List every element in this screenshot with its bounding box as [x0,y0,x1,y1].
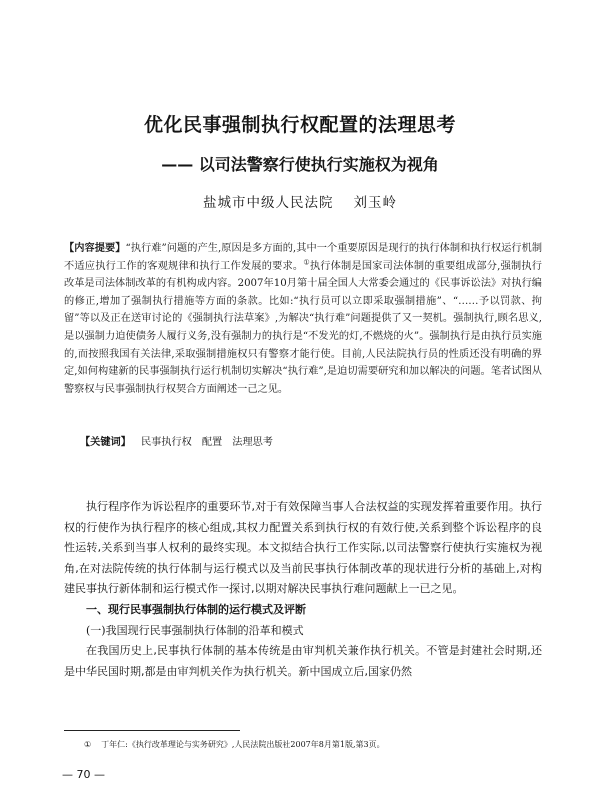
keywords-label: 【关键词】 [80,437,131,448]
body-paragraph: 执行程序作为诉讼程序的重要环节,对于有效保障当事人合法权益的实现发挥着重要作用。执行权的行使作为执行程序的核心组成,其权力配置关系到执行权的有效行使,关系到整个诉讼程序的良性运转,关系到当事人权利的最终实现。本文拟结合执行工作实际,以司法警察行使执行实施权为视角,在对法院传统的执行体制与运行模式以及当前民事执行体制改革的现状进行分析的基础上,对构建民事执行新体制和运行模式作一探讨,以期对解决民事执行难问题献上一已之见。 [64,500,542,596]
keywords [80,434,550,451]
abstract-text-part1: “执行难”问题的产生,原因是多方面的,其中一个重要原因是现行的执行体制和执行权运行机制不适应执行工作的客观规律和执行工作发展的要求。 [64,243,543,272]
abstract [64,240,542,398]
paper-subtitle: —— 以司法警察行使执行实施权为视角 [161,155,439,174]
subsection-heading: (一)我国现行民事强制执行体制的沿革和模式 [86,623,304,637]
paper-title: 优化民事强制执行权配置的法理思考 [143,114,456,136]
footnote-reference: ① [303,258,310,267]
keyword-item: 法理思考 [232,437,273,448]
footnote-text: 丁年仁:《执行改革理论与实务研究》,人民法院出版社2007年8月第1版,第3页。 [101,740,385,749]
body-paragraph: 在我国历史上,民事执行体制的基本传统是由审判机关兼作执行机关。不管是封建社会时期,还是中华民国时期,都是由审判机关作为执行机关。新中国成立后,国家仍然 [64,644,542,678]
abstract-label: 【内容提要】 [64,243,126,254]
footnote-divider [64,730,240,731]
section-heading: 一、现行民事强制执行体制的运行模式及评断 [86,602,306,616]
keyword-item: 民事执行权 [140,437,192,448]
author-name: 刘玉岭 [353,195,397,211]
author-line [0,191,600,211]
keyword-item: 配置 [201,437,223,448]
author-affiliation: 盐城市中级人民法院 [203,195,334,211]
abstract-text-part2: 执行体制是国家司法体制的重要组成部分,强制执行改革是司法体制改革的有机构成内容。2007年10月第十届全国人大常委会通过的《民事诉讼法》对执行编的修正,增加了强制执行措施等方面的条款。比如:“执行员可以立即采取强制措施”、“……予以罚款、拘留”等以及正在送审讨论的《强制执行法草案》,为解决“执行难”问题提供了又一契机。强制执行,顾名思义,是以强制力迫使债务人履行义务,没有强制力的执行是“不发光的灯,不燃烧的火”。强制执行是由执行员实施的,而按照我国有关法律,采取强制措施权只有警察才能行使。目前,人民法院执行员的性质还没有明确的界定,如何构建新的民事强制执行运行机制切实解决“执行难”,是迫切需要研究和加以解决的问题。笔者试图从警察权与民事强制执行权契合方面阐述一己之见。 [64,260,542,395]
footnote [84,739,544,751]
page-number: — 70 — [62,768,105,781]
footnote-marker: ① [84,740,92,749]
body-text [64,497,542,682]
